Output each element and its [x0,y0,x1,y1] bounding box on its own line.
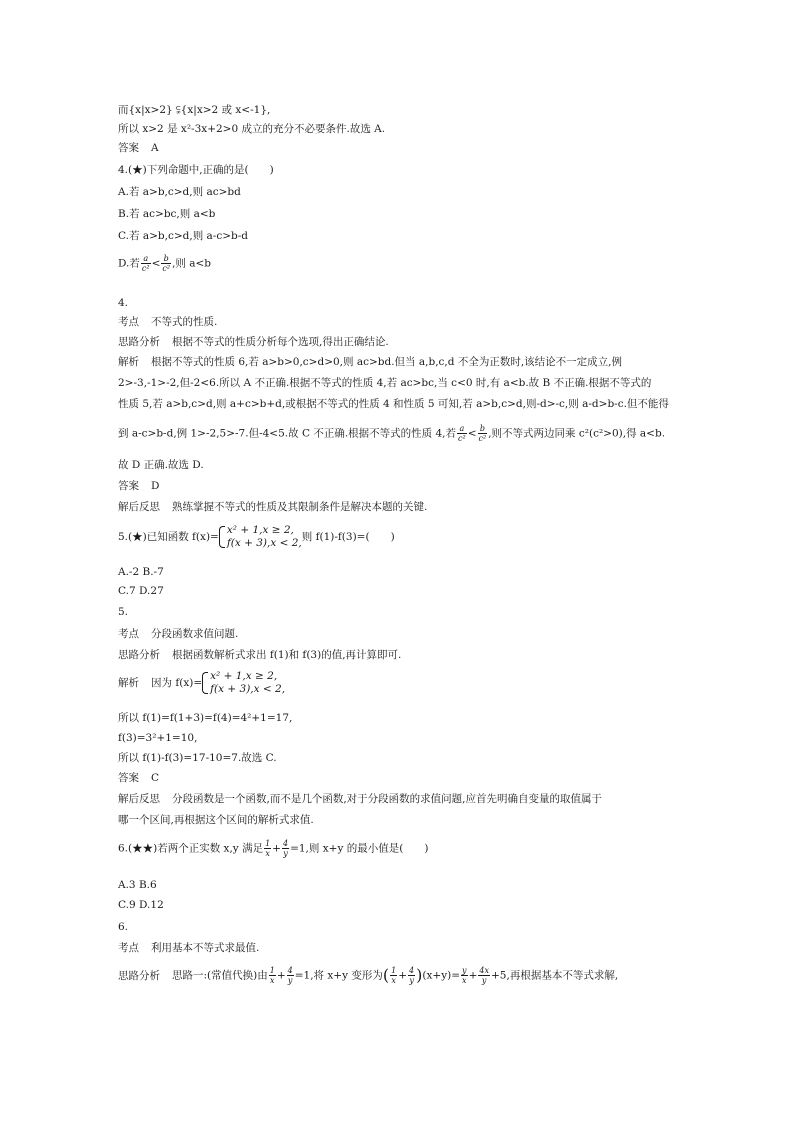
approach-text-2: =1,将 x+y 变形为 [294,969,383,982]
plus-sign: + [276,969,286,982]
question-4-option-b: B.若 ac>bc,则 a<b [118,208,216,220]
close-paren: ) [416,965,423,985]
approach-text-3: (x+y)= [422,969,461,982]
question-6-suffix: =1,则 x+y 的最小值是( ) [290,842,429,855]
solution-6-topic [118,941,259,955]
question-5-options-ab: A.-2 B.-7 [118,566,164,578]
fraction-b-over-c2: $\frac{b}{\text{c²}}$ [478,424,487,443]
fraction-1-over-x: $\frac{1}{x}$ [269,966,275,985]
reflection-text: 分段函数是一个函数,而不是几个函数,对于分段函数的求值问题,应首先明确自变量的取值属于 [172,793,603,805]
approach-label: 思路分析 [118,649,160,661]
option-d-suffix: ,则 a<b [172,257,212,270]
solution-4-analysis-line-2: 2>-3,-1>-2,但-2<6.所以 A 不正确.根据不等式的性质 4,若 ac>bc,当 c<0 时,有 a<b.故 B 不正确.根据不等式的 [118,377,652,389]
approach-label: 思路分析 [118,336,160,348]
answer-line [118,479,159,493]
answer-label: 答案 [118,480,139,492]
solution-5-step-3: 所以 f(1)-f(3)=17-10=7.故选 C. [118,752,277,764]
option-d-prefix: D.若 [118,257,140,270]
fraction-y-over-x: $\frac{y}{x}$ [462,966,467,985]
piecewise-function: x² + 1,x ≥ 2, f(x + 3),x < 2, [219,524,302,550]
solution-5-step-1: 所以 f(1)=f(1+3)=f(4)=4²+1=17, [118,712,293,724]
answer-line [118,771,159,785]
topic-label: 考点 [118,942,139,954]
solution-4-reflection [118,500,427,514]
answer-value: D [151,480,160,492]
analysis-line-4-prefix: 到 a-c>b-d,例 1>-2,5>-7.但-4<5.故 C 不正确.根据不等式的性质 4,若 [118,427,457,440]
solution-4-conclusion: 故 D 正确.故选 D. [118,459,204,471]
question-4-option-c: C.若 a>b,c>d,则 a-c>b-d [118,230,249,242]
plus-sign: + [272,842,281,855]
solution-5-topic [118,627,238,641]
topic-text: 利用基本不等式求最值. [151,942,260,954]
topic-text: 不等式的性质. [151,316,218,328]
question-4-option-a: A.若 a>b,c>d,则 ac>bd [118,186,241,198]
topic-label: 考点 [118,628,139,640]
answer-label: 答案 [118,142,139,154]
reflection-label: 解后反思 [118,793,160,805]
question-5-options-cd: C.7 D.27 [118,585,164,597]
plus-sign: + [398,969,408,982]
question-4-option-d [118,254,211,273]
fraction-4x-over-y: $\frac{4x}{y}$ [479,966,489,985]
analysis-line-4-suffix: ,则不等式两边同乘 c²(c²>0),得 a<b. [488,427,666,440]
piecewise-function: x² + 1,x ≥ 2, f(x + 3),x < 2, [202,670,285,696]
question-6-options-ab: A.3 B.6 [118,879,157,891]
analysis-label: 解析 [118,677,139,689]
fraction-a-over-c2: $\frac{a}{\text{c²}}$ [458,424,466,443]
solution-5-number: 5. [118,606,129,618]
question-4-stem: 4.(★)下列命题中,正确的是( ) [118,164,274,176]
plus-sign: + [468,969,478,982]
analysis-label: 解析 [118,356,139,368]
open-paren: ( [382,965,390,985]
topic-label: 考点 [118,316,139,328]
fraction-a-over-c2: $\frac{a}{\text{c²}}$ [141,254,150,273]
reflection-label: 解后反思 [118,501,160,513]
question-5-stem [118,524,395,550]
solution-4-analysis-line-4 [118,424,665,443]
solution-4-topic [118,315,217,329]
solution-5-analysis [118,670,285,696]
approach-text: 根据不等式的性质分析每个选项,得出正确结论. [172,336,389,348]
analysis-text: 根据不等式的性质 6,若 a>b>0,c>d>0,则 ac>bd.但当 a,b,c,d 不全为正数时,该结论不一定成立,例 [151,356,623,368]
question-5-suffix: 则 f(1)-f(3)=( ) [301,531,395,543]
fraction-1-over-x: $\frac{1}{x}$ [391,966,397,985]
answer-value: A [151,142,159,154]
answer-value: C [151,772,160,784]
topic-text: 分段函数求值问题. [151,628,239,640]
solution-5-approach [118,648,401,662]
solution-4-analysis [118,355,622,369]
question-5-prefix: 5.(★)已知函数 f(x)= [118,531,219,543]
fraction-4-over-y: $\frac{4}{y}$ [409,966,415,985]
less-than-sign: < [151,257,161,270]
analysis-text: 因为 f(x)= [151,677,203,689]
less-than-sign: < [467,427,477,440]
question-6-options-cd: C.9 D.12 [118,899,164,911]
approach-text-1: 思路一:(常值代换)由 [172,969,268,982]
approach-text-4: +5,再根据基本不等式求解, [491,969,619,982]
solution-4-number: 4. [118,297,129,309]
solution-4-approach [118,335,389,349]
solution-6-approach [118,966,618,985]
fraction-4-over-y: $\frac{4}{y}$ [287,966,293,985]
answer-label: 答案 [118,772,139,784]
solution-5-reflection-line-2: 哪一个区间,再根据这个区间的解析式求值. [118,814,314,826]
question-6-prefix: 6.(★★)若两个正实数 x,y 满足 [118,842,264,855]
approach-label: 思路分析 [118,969,160,982]
answer-line [118,141,159,155]
fraction-b-over-c2: $\frac{b}{\text{c²}}$ [162,254,171,273]
line-set-relation: 而{x|x>2} ⫋{x|x>2 或 x<-1}, [118,104,271,116]
question-6-stem [118,839,428,858]
line-conclusion: 所以 x>2 是 x²-3x+2>0 成立的充分不必要条件.故选 A. [118,123,386,135]
solution-5-reflection [118,792,602,806]
fraction-4-over-y: $\frac{4}{y}$ [282,839,289,858]
approach-text: 根据函数解析式求出 f(1)和 f(3)的值,再计算即可. [172,649,402,661]
solution-4-analysis-line-3: 性质 5,若 a>b,c>d,则 a+c>b+d,或根据不等式的性质 4 和性质 5 可知,若 a>b,c>d,则-d>-c,则 a-d>b-c.但不能得 [118,398,669,410]
fraction-1-over-x: $\frac{1}{x}$ [265,839,271,858]
solution-5-step-2: f(3)=3²+1=10, [118,732,198,744]
solution-6-number: 6. [118,921,129,933]
reflection-text: 熟练掌握不等式的性质及其限制条件是解决本题的关键. [172,501,428,513]
